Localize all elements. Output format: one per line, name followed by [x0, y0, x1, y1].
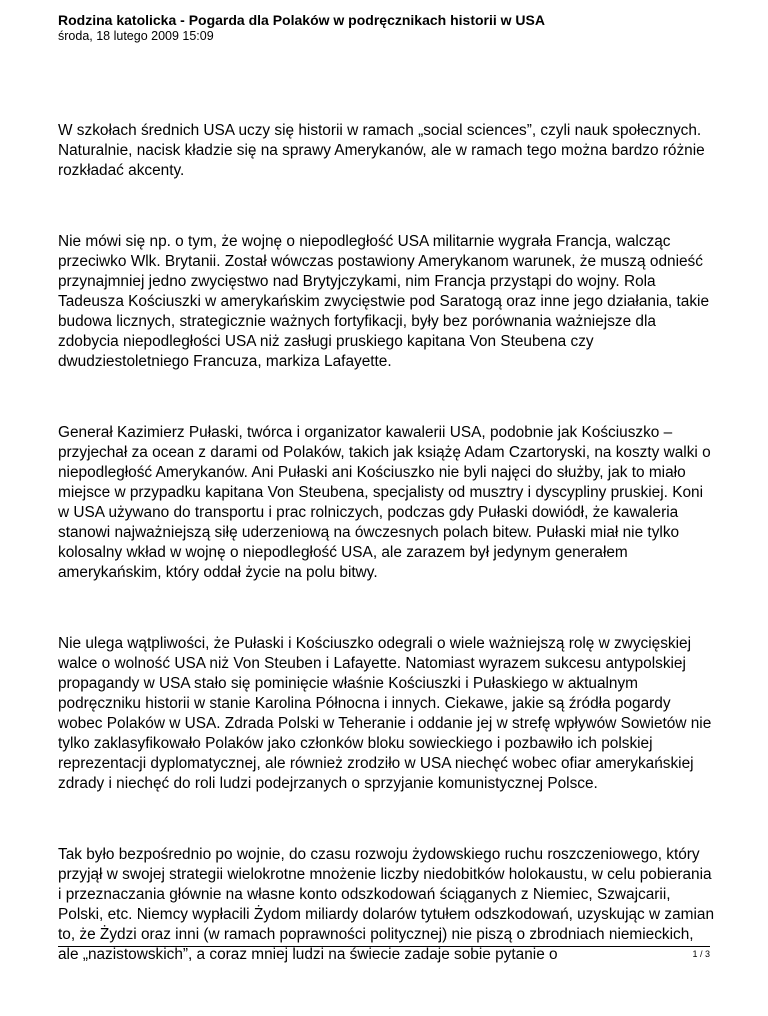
footer-divider	[58, 946, 710, 947]
paragraph: Tak było bezpośrednio po wojnie, do czasu rozwoju żydowskiego ruchu roszczeniowego, który przyjął w swojej strategii wielokrotne mnożenie liczby niedobitków holokaustu, w celu pobierania i przeznaczania głównie na własne konto odszkodowań ściąganych z Niemiec, Szwajcarii, Polski, etc. Niemcy wypłacili Żydom miliardy dolarów tytułem odszkodowań, uzyskując w zamian to, że Żydzi oraz inni (w ramach poprawności politycznej) nie piszą o zbrodniach niemieckich, ale „nazistowskich”, a coraz mniej ludzi na świecie zadaje sobie pytanie o	[58, 846, 715, 963]
page-number: 1 / 3	[692, 949, 710, 959]
paragraph: W szkołach średnich USA uczy się historii w ramach „social sciences”, czyli nauk społecznych. Naturalnie, nacisk kładzie się na sprawy Amerykanów, ale w ramach tego można bardzo różnie rozkładać akcenty.	[58, 122, 705, 179]
document-date: środa, 18 lutego 2009 15:09	[58, 29, 214, 43]
document-header	[58, 12, 718, 44]
document-title: Rodzina katolicka - Pogarda dla Polaków w podręcznikach historii w USA	[58, 12, 545, 28]
paragraph: Nie ulega wątpliwości, że Pułaski i Kościuszko odegrali o wiele ważniejszą rolę w zwycięskiej walce o wolność USA niż Von Steuben i Lafayette. Natomiast wyrazem sukcesu antypolskiej propagandy w USA stało się pominięcie właśnie Kościuszki i Pułaskiego w aktualnym podręczniku historii w stanie Karolina Północna i innych. Ciekawe, jakie są źródła pogardy wobec Polaków w USA. Zdrada Polski w Teheranie i oddanie jej w strefę wpływów Sowietów nie tylko zaklasyfikowało Polaków jako członków bloku sowieckiego i pozbawiło ich polskiej reprezentacji dyplomatycznej, ale również zrodziło w USA niechęć wobec ofiar amerykańskiej zdrady i niechęć do roli ludzi podejrzanych o sprzyjanie komunistycznej Polsce.	[58, 635, 712, 792]
paragraph: Generał Kazimierz Pułaski, twórca i organizator kawalerii USA, podobnie jak Kościuszko – przyjechał za ocean z darami od Polaków, takich jak książę Adam Czartoryski, na koszty walki o niepodległość Amerykanów. Ani Pułaski ani Kościuszko nie byli najęci do służby, jak to miało miejsce w przypadku kapitana Von Steubena, specjalisty od musztry i dyscypliny pruskiej. Koni w USA używano do transportu i prac rolniczych, podczas gdy Pułaski dowiódł, że kawaleria stanowi najważniejszą siłę uderzeniową na ówczesnych polach bitew. Pułaski miał nie tylko kolosalny wkład w wojnę o niepodległość USA, ale zarazem był jedynym generałem amerykańskim, który oddał życie na polu bitwy.	[58, 424, 711, 581]
paragraph: Nie mówi się np. o tym, że wojnę o niepodległość USA militarnie wygrała Francja, walcząc przeciwko Wlk. Brytanii. Został wówczas postawiony Amerykanom warunek, że muszą odnieść przynajmniej jedno zwycięstwo nad Brytyjczykami, nim Francja przystąpi do wojny. Rola Tadeusza Kościuszki w amerykańskim zwycięstwie pod Saratogą oraz inne jego działania, takie budowa licznych, strategicznie ważnych fortyfikacji, były bez porównania ważniejsze dla zdobycia niepodległości USA niż zasługi pruskiego kapitana Von Steubena czy dwudziestoletniego Francuza, markiza Lafayette.	[58, 233, 709, 370]
article-body	[58, 121, 718, 1016]
